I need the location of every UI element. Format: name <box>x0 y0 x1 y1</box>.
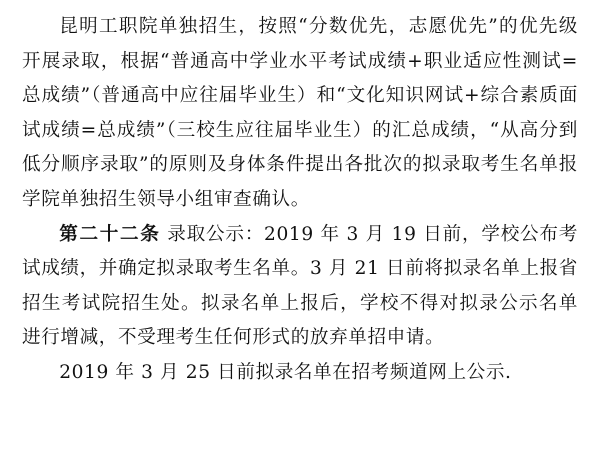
paragraph-admission-rules <box>22 10 578 218</box>
paragraph-publicity-date <box>22 356 578 391</box>
paragraph-article-22 <box>22 218 578 356</box>
paragraph-publicity-date-text: 2019 年 3 月 25 日前拟录名单在招考频道网上公示. <box>59 361 512 383</box>
article-22-body: 录取公示：2019 年 3 月 19 日前，学校公布考试成绩，并确定拟录取考生名单。3 月 21 日前将拟录名单上报省招生考试院招生处。拟录名单上报后，学校不得对拟录公示名单进行增减，不受理考生任何形式的放弃单招申请。 <box>22 223 578 349</box>
article-22-heading: 第二十二条 <box>59 223 161 245</box>
paragraph-admission-rules-text: 昆明工职院单独招生，按照“分数优先，志愿优先”的优先级开展录取，根据“普通高中学业水平考试成绩+职业适应性测试=总成绩”（普通高中应往届毕业生）和“文化知识网试+综合素质面试成绩=总成绩”（三校生应往届毕业生）的汇总成绩，“从高分到低分顺序录取”的原则及身体条件提出各批次的拟录取考生名单报学院单独招生领导小组审查确认。 <box>22 16 578 210</box>
